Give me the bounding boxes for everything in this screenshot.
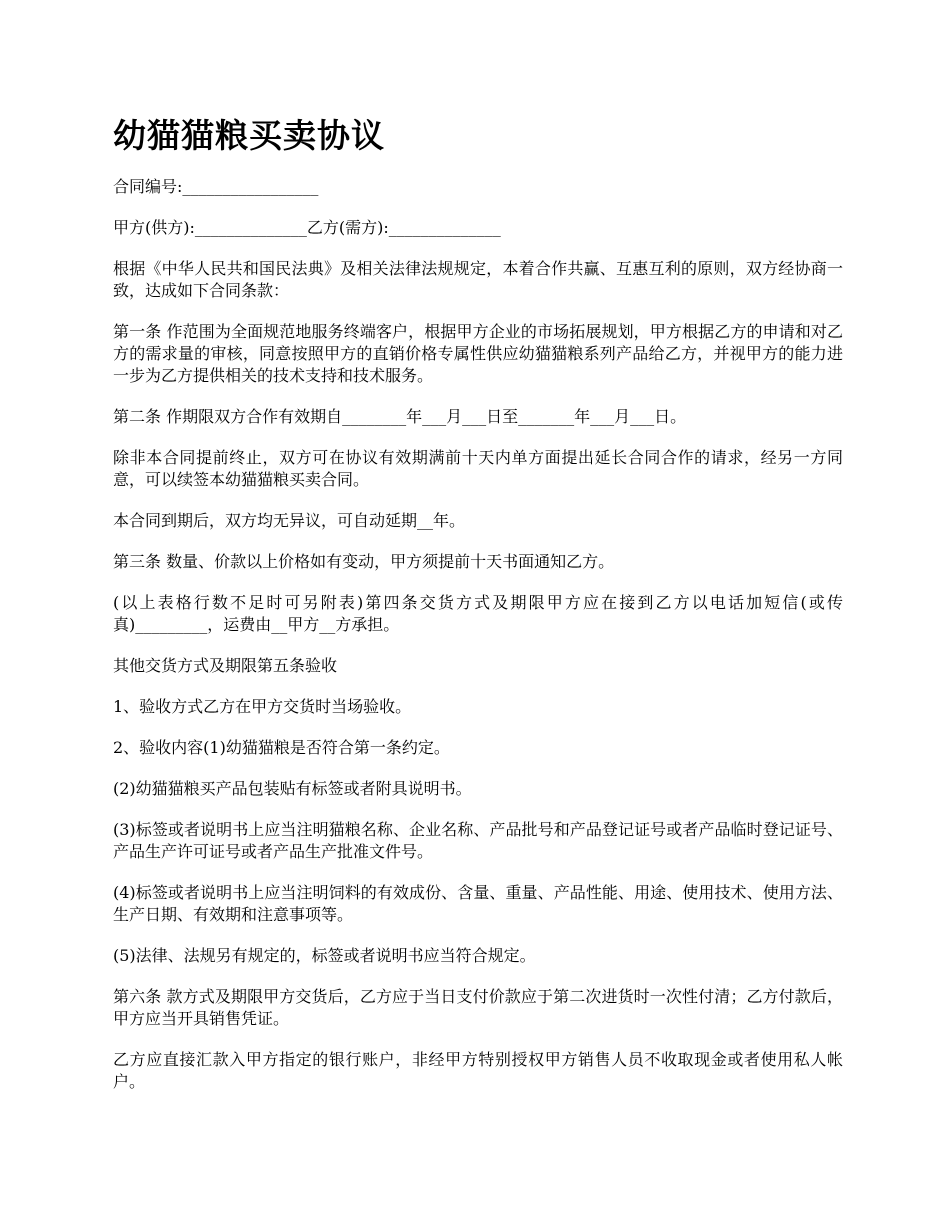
renewal-paragraph: 除非本合同提前终止，双方可在协议有效期满前十天内单方面提出延长合同合作的请求，经另一方同意，可以续签本幼猫猫粮买卖合同。: [113, 448, 843, 489]
inspection-subitem-3: (3)标签或者说明书上应当注明猫粮名称、企业名称、产品批号和产品登记证号或者产品临时登记证号、产品生产许可证号或者产品生产批准文件号。: [113, 820, 843, 861]
article-2-paragraph: 第二条 作期限双方合作有效期自________年___月___日至_______年___月___日。: [113, 407, 687, 426]
article-3-paragraph: 第三条 数量、价款以上价格如有变动，甲方须提前十天书面通知乙方。: [113, 552, 615, 571]
document-page: [113, 112, 843, 1112]
article-4-paragraph: (以上表格行数不足时可另附表)第四条交货方式及期限甲方应在接到乙方以电话加短信(或传真)_________，运费由__甲方__方承担。: [113, 593, 843, 634]
inspection-subitem-4: (4)标签或者说明书上应当注明饲料的有效成份、含量、重量、产品性能、用途、使用技术、使用方法、生产日期、有效期和注意事项等。: [113, 883, 843, 924]
parties-line: 甲方(供方):______________乙方(需方):______________: [113, 218, 501, 237]
payment-account-paragraph: 乙方应直接汇款入甲方指定的银行账户，非经甲方特别授权甲方销售人员不收取现金或者使用私人帐户。: [113, 1050, 843, 1091]
article-6-paragraph: 第六条 款方式及期限甲方交货后，乙方应于当日支付价款应于第二次进货时一次性付清；乙方付款后，甲方应当开具销售凭证。: [113, 987, 843, 1028]
inspection-subitem-2: (2)幼猫猫粮买产品包装贴有标签或者附具说明书。: [113, 779, 472, 798]
preamble-paragraph: 根据《中华人民共和国民法典》及相关法律法规规定，本着合作共赢、互惠互利的原则，双方经协商一致，达成如下合同条款：: [113, 259, 843, 300]
document-title: 幼猫猫粮买卖协议: [113, 116, 385, 155]
inspection-content-item: 2、验收内容(1)幼猫猫粮是否符合第一条约定。: [113, 738, 450, 757]
inspection-subitem-5: (5)法律、法规另有规定的，标签或者说明书应当符合规定。: [113, 946, 536, 965]
article-5-heading: 其他交货方式及期限第五条验收: [113, 656, 338, 675]
article-1-paragraph: 第一条 作范围为全面规范地服务终端客户，根据甲方企业的市场拓展规划，甲方根据乙方的申请和对乙方的需求量的审核，同意按照甲方的直销价格专属性供应幼猫猫粮系列产品给乙方，并视甲方的能力进一步为乙方提供相关的技术支持和技术服务。: [113, 322, 843, 385]
contract-number-line: 合同编号:_________________: [113, 177, 319, 196]
extension-paragraph: 本合同到期后，双方均无异议，可自动延期__年。: [113, 511, 466, 530]
inspection-method-item: 1、验收方式乙方在甲方交货时当场验收。: [113, 697, 412, 716]
